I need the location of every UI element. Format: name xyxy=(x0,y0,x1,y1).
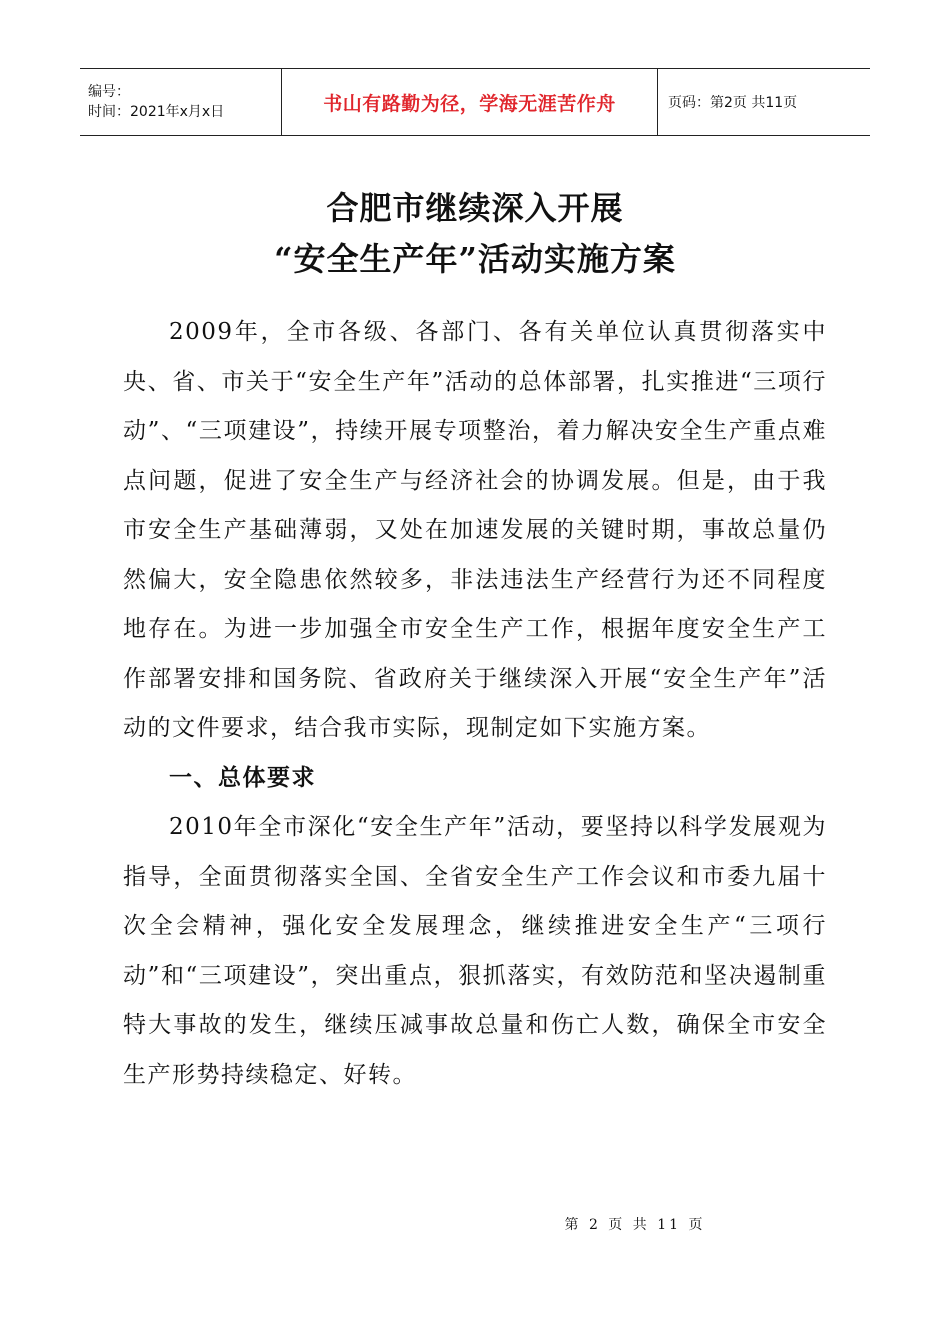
serial-number-label: 编号： xyxy=(88,84,130,100)
document-header xyxy=(80,68,870,136)
body-paragraph: 2010年全市深化“安全生产年”活动，要坚持以科学发展观为指导，全面贯彻落实全国、全省安全生产工作会议和市委九届十次全会精神，强化安全发展理念，继续推进安全生产“三项行动”和“三项建设”，突出重点，狠抓落实，有效防范和坚决遏制重特大事故的发生，继续压减事故总量和伤亡人数，确保全市安全生产形势持续稳定、好转。 xyxy=(123,814,827,1088)
document-title-line-1: 合肥市继续深入开展 xyxy=(326,189,624,227)
header-meta xyxy=(80,69,282,135)
page-info-text: 页码：第2页 共11页 xyxy=(668,95,798,111)
header-page-info xyxy=(658,69,870,135)
header-motto xyxy=(282,69,658,135)
document-title-line-2: “安全生产年”活动实施方案 xyxy=(274,240,676,278)
motto-text: 书山有路勤为径，学海无涯苦作舟 xyxy=(323,92,616,115)
document-body xyxy=(123,308,827,1100)
body-paragraph: 2009年，全市各级、各部门、各有关单位认真贯彻落实中央、省、市关于“安全生产年”活动的总体部署，扎实推进“三项行动”、“三项建设”，持续开展专项整治，着力解决安全生产重点难点问题，促进了安全生产与经济社会的协调发展。但是，由于我市安全生产基础薄弱，又处在加速发展的关键时期，事故总量仍然偏大，安全隐患依然较多，非法违法生产经营行为还不同程度地存在。为进一步加强全市安全生产工作，根据年度安全生产工作部署安排和国务院、省政府关于继续深入开展“安全生产年”活动的文件要求，结合我市实际，现制定如下实施方案。 xyxy=(123,319,827,741)
date-label: 时间：2021年x月x日 xyxy=(88,104,225,120)
section-heading: 一、总体要求 xyxy=(169,764,316,791)
page-footer: 第 2 页 共 11 页 xyxy=(564,1217,706,1233)
